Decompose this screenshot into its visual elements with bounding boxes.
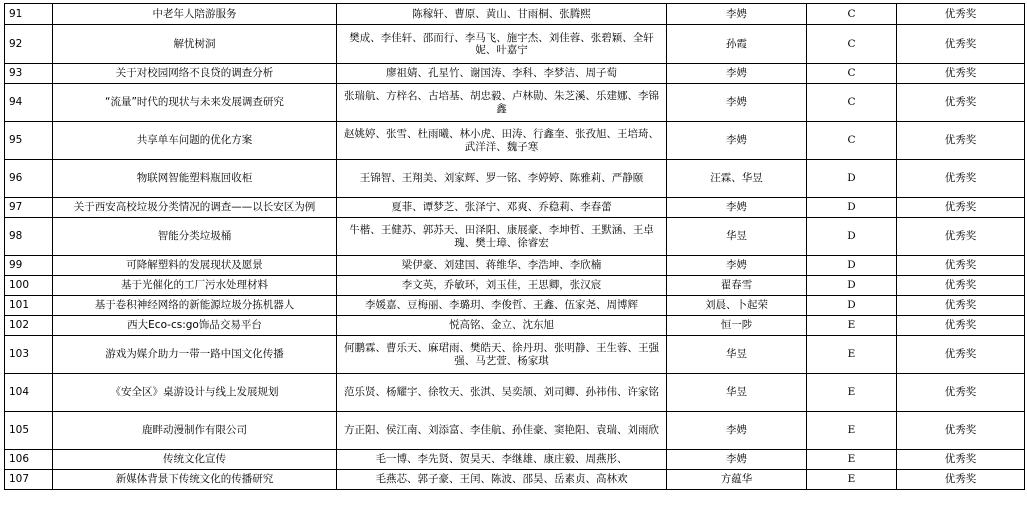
advisor-name-cell: 李娉 [667,64,807,84]
advisor-name-cell: 李娉 [667,450,807,470]
advisor-name-cell: 李娉 [667,198,807,218]
project-name-cell: 基于光催化的工厂污水处理材料 [53,276,337,296]
table-row [5,122,1025,160]
award-level-cell: 优秀奖 [897,374,1025,412]
advisor-name-cell: 李娉 [667,4,807,25]
project-name-cell: 关于西安高校垃圾分类情况的调查——以长安区为例 [53,198,337,218]
award-level-cell: 优秀奖 [897,198,1025,218]
team-members-cell: 李媛嘉、豆梅丽、李璐玥、李俊哲、王鑫、伍家尧、周博辉 [337,296,667,316]
award-list-table [4,3,1025,490]
row-number-cell: 95 [5,122,53,160]
project-name-cell: 关于对校园网络不良贷的调查分析 [53,64,337,84]
project-name-cell: 新媒体背景下传统文化的传播研究 [53,470,337,490]
team-members-cell: 方正阳、侯江南、刘添富、李佳航、孙佳豪、窦艳阳、袁瑞、刘雨欣 [337,412,667,450]
team-members-cell: 梁伊豪、刘建国、蒋维华、李浩坤、李欣楠 [337,256,667,276]
table-row [5,4,1025,25]
grade-level-cell: D [807,296,897,316]
team-members-cell: 李文英，乔敏环，刘玉佳，王思卿，张汉宸 [337,276,667,296]
project-name-cell: 游戏为媒介助力一带一路中国文化传播 [53,336,337,374]
project-name-cell: 智能分类垃圾桶 [53,218,337,256]
advisor-name-cell: 翟春雪 [667,276,807,296]
team-members-cell: 范乐贤、杨耀宇、徐牧天、张淇、吴奕颉、刘司卿、孙祎伟、许家铭 [337,374,667,412]
project-name-cell: 中老年人陪游服务 [53,4,337,25]
team-members-cell: 樊成、李佳轩、邵而行、李马飞、施宇杰、刘佳蓉、张碧颖、全轩妮、叶嘉宁 [337,25,667,64]
grade-level-cell: D [807,218,897,256]
row-number-cell: 99 [5,256,53,276]
grade-level-cell: C [807,4,897,25]
grade-level-cell: E [807,316,897,336]
table-row [5,84,1025,122]
project-name-cell: 可降解塑料的发展现状及愿景 [53,256,337,276]
advisor-name-cell: 刘晨、卜起荣 [667,296,807,316]
table-row [5,450,1025,470]
team-members-cell: 张瑞航、方梓名、古培基、胡忠毅、卢林勋、朱芝溪、乐建娜、李锦鑫 [337,84,667,122]
award-level-cell: 优秀奖 [897,276,1025,296]
grade-level-cell: D [807,276,897,296]
team-members-cell: 毛燕芯、郭子豪、王闰、陈波、邵昊、岳素贞、高林欢 [337,470,667,490]
row-number-cell: 103 [5,336,53,374]
grade-level-cell: E [807,470,897,490]
grade-level-cell: E [807,336,897,374]
row-number-cell: 100 [5,276,53,296]
grade-level-cell: E [807,412,897,450]
team-members-cell: 何鹏霖、曹乐天、麻珺雨、樊皓天、徐丹玥、张明静、王生蓉、王强强、马艺萱、杨家琪 [337,336,667,374]
advisor-name-cell: 方蕴华 [667,470,807,490]
project-name-cell: 解忧树洞 [53,25,337,64]
team-members-cell: 夏菲、谭梦芝、张泽宁、邓爽、乔稳莉、李春蕾 [337,198,667,218]
row-number-cell: 94 [5,84,53,122]
team-members-cell: 悦高铭、金立、沈东旭 [337,316,667,336]
grade-level-cell: C [807,25,897,64]
row-number-cell: 92 [5,25,53,64]
advisor-name-cell: 李娉 [667,256,807,276]
award-level-cell: 优秀奖 [897,25,1025,64]
grade-level-cell: E [807,374,897,412]
award-level-cell: 优秀奖 [897,64,1025,84]
award-level-cell: 优秀奖 [897,470,1025,490]
table-row [5,198,1025,218]
row-number-cell: 101 [5,296,53,316]
project-name-cell: 基于卷积神经网络的新能源垃圾分拣机器人 [53,296,337,316]
table-row [5,316,1025,336]
row-number-cell: 104 [5,374,53,412]
grade-level-cell: C [807,122,897,160]
award-level-cell: 优秀奖 [897,412,1025,450]
award-list-body [5,4,1025,490]
table-row [5,336,1025,374]
award-level-cell: 优秀奖 [897,256,1025,276]
table-row [5,25,1025,64]
award-level-cell: 优秀奖 [897,218,1025,256]
team-members-cell: 牛楷、王健苏、郭苏天、田泽阳、康展豪、李坤哲、王默涵、王卓瑰、樊士璋、徐睿宏 [337,218,667,256]
project-name-cell: 西大Eco-cs:go饰品交易平台 [53,316,337,336]
team-members-cell: 陈稼轩、曹原、黄山、甘雨桐、张腾熙 [337,4,667,25]
project-name-cell: 物联网智能塑料瓶回收柜 [53,160,337,198]
table-row [5,276,1025,296]
grade-level-cell: C [807,84,897,122]
row-number-cell: 102 [5,316,53,336]
project-name-cell: 鹿畔动漫制作有限公司 [53,412,337,450]
row-number-cell: 105 [5,412,53,450]
row-number-cell: 107 [5,470,53,490]
row-number-cell: 97 [5,198,53,218]
advisor-name-cell: 华昱 [667,218,807,256]
award-level-cell: 优秀奖 [897,296,1025,316]
table-row [5,412,1025,450]
advisor-name-cell: 恒一陟 [667,316,807,336]
row-number-cell: 98 [5,218,53,256]
team-members-cell: 赵姚婷、张雪、杜雨曦、林小虎、田涛、行鑫奎、张孜旭、王培琦、武洋洋、魏子寒 [337,122,667,160]
grade-level-cell: C [807,64,897,84]
row-number-cell: 96 [5,160,53,198]
table-row [5,160,1025,198]
project-name-cell: 《安全区》桌游设计与线上发展规划 [53,374,337,412]
advisor-name-cell: 孙霞 [667,25,807,64]
advisor-name-cell: 华昱 [667,374,807,412]
team-members-cell: 毛一博、李先贤、贺昊天、李继雄、康庄毅、周燕彤、 [337,450,667,470]
advisor-name-cell: 李娉 [667,412,807,450]
grade-level-cell: D [807,198,897,218]
table-row [5,470,1025,490]
grade-level-cell: D [807,160,897,198]
row-number-cell: 106 [5,450,53,470]
award-level-cell: 优秀奖 [897,450,1025,470]
award-level-cell: 优秀奖 [897,4,1025,25]
award-level-cell: 优秀奖 [897,122,1025,160]
award-level-cell: 优秀奖 [897,84,1025,122]
advisor-name-cell: 李娉 [667,84,807,122]
grade-level-cell: E [807,450,897,470]
advisor-name-cell: 李娉 [667,122,807,160]
award-level-cell: 优秀奖 [897,336,1025,374]
advisor-name-cell: 华昱 [667,336,807,374]
team-members-cell: 王锦智、王翔美、刘家辉、罗一铭、李婷婷、陈雅莉、严静颐 [337,160,667,198]
project-name-cell: 传统文化宣传 [53,450,337,470]
table-row [5,296,1025,316]
row-number-cell: 93 [5,64,53,84]
award-level-cell: 优秀奖 [897,316,1025,336]
project-name-cell: “流量”时代的现状与未来发展调查研究 [53,84,337,122]
row-number-cell: 91 [5,4,53,25]
award-level-cell: 优秀奖 [897,160,1025,198]
advisor-name-cell: 汪霖、华昱 [667,160,807,198]
table-row [5,218,1025,256]
table-row [5,374,1025,412]
table-row [5,64,1025,84]
table-row [5,256,1025,276]
project-name-cell: 共享单车问题的优化方案 [53,122,337,160]
team-members-cell: 廖祖婧、孔星竹、谢国涛、李科、李梦洁、周子萄 [337,64,667,84]
grade-level-cell: D [807,256,897,276]
